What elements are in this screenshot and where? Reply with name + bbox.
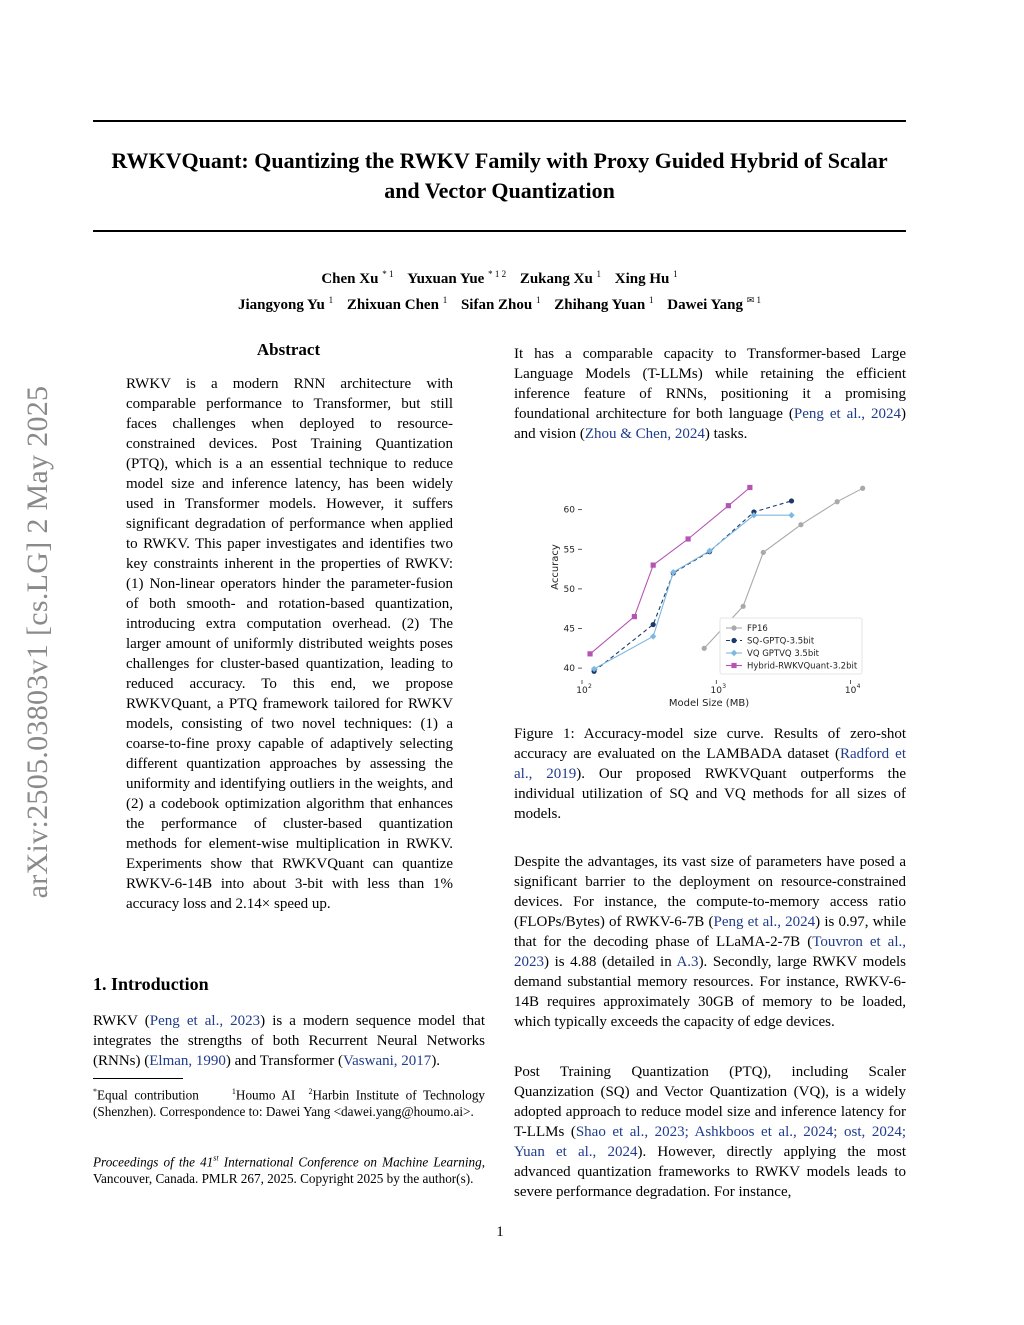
citation-link[interactable]: Elman, 1990 bbox=[149, 1053, 226, 1069]
data-point-marker bbox=[670, 569, 676, 575]
author: Xing Hu $^1$ bbox=[614, 269, 678, 287]
citation-link[interactable]: Peng et al., 2024 bbox=[713, 914, 816, 930]
intro-paragraph: RWKV (Peng et al., 2023) is a modern sequence model that integrates the strengths of both Recurrent Neural Networks (RNNs) (Elman, 1990) and Transformer (Vaswani, 2017). bbox=[93, 1013, 485, 1069]
x-tick-label: 10 bbox=[710, 686, 723, 696]
chart-canvas bbox=[548, 468, 868, 710]
data-point-marker bbox=[741, 604, 746, 609]
x-tick-label: 10 bbox=[844, 686, 857, 696]
author-list bbox=[93, 264, 906, 316]
data-point-marker bbox=[651, 563, 656, 568]
footnote: *Equal contribution $^1$Houmo AI $^2$Harbin Institute of Technology (Shenzhen). Correspondence to: Dawei Yang <dawei.yang@houmo.ai>. bbox=[93, 1087, 486, 1120]
x-tick-label: 10 bbox=[576, 686, 588, 696]
citation-link[interactable]: Vaswani, 2017 bbox=[342, 1053, 432, 1069]
legend-entry: VQ GPTVQ 3.5bit bbox=[747, 649, 819, 659]
chart-legend bbox=[720, 618, 862, 674]
data-point-marker bbox=[860, 486, 865, 491]
legend-entry: SQ-GPTQ-3.5bit bbox=[747, 636, 815, 647]
legend-entry: Hybrid-RWKVQuant-3.2bit bbox=[747, 661, 858, 672]
proceedings-note: Proceedings of the 41st International Conference on Machine Learning, Vancouver, Canada. PMLR 267, 2025. Copyright 2025 by the author(s). bbox=[93, 1154, 485, 1187]
arxiv-identifier bbox=[18, 354, 58, 930]
footnote-rule bbox=[93, 1078, 183, 1079]
data-point-marker bbox=[747, 485, 752, 490]
author: Zukang Xu $^1$ bbox=[519, 269, 602, 287]
citation-link[interactable]: Zhou & Chen, 2024 bbox=[584, 426, 705, 442]
figure-caption: Figure 1: Accuracy-model size curve. Results of zero-shot accuracy are evaluated on the LAMBADA dataset (Radford et al., 2019). Our proposed RWKVQuant outperforms the individual utilization of SQ and VQ methods for all sizes of models. bbox=[514, 726, 906, 822]
y-tick-label: 55 bbox=[563, 545, 575, 556]
data-point-marker bbox=[726, 503, 731, 508]
legend-entry: FP16 bbox=[747, 624, 768, 634]
paragraph: Despite the advantages, its vast size of parameters have posed a significant barrier to the deployment on resource-constrained devices. For instance, the compute-to-memory access ratio (FLOPs/Bytes) of RWKV-6-7B (Peng et al., 2024) is 0.97, while that for the decoding phase of LLaMA-2-7B (Touvron et al., 2023) is 4.88 (detailed in A.3). Secondly, large RWKV models demand substantial memory resources. For instance, RWKV-6-14B requires approximately 30GB of memory to be loaded, which typically exceeds the capacity of edge devices. bbox=[514, 854, 907, 1030]
y-axis-label: Accuracy bbox=[550, 544, 561, 590]
author: Yuxuan Yue $^{* 1 2}$ bbox=[407, 269, 507, 287]
citation-link[interactable]: Peng et al., 2023 bbox=[149, 1013, 261, 1029]
data-point-marker bbox=[685, 536, 690, 541]
data-point-marker bbox=[731, 638, 736, 643]
page-number: 1 bbox=[496, 1224, 504, 1240]
author: Zhihang Yuan $^1$ bbox=[554, 295, 654, 313]
section-heading-introduction: 1. Introduction bbox=[93, 974, 209, 994]
abstract-text: RWKV is a modern RNN architecture with comparable performance to Transformer, but still faces challenges when deployed to resource-constrained devices. Post Training Quantization (PTQ), which is a an essential technique to reduce model size and inference latency, has been widely used in Transformer models. However, it suffers significant degradation of performance when applied to RWKV. This paper investigates and identifies two key constraints inherent in the properties of RWKV: (1) Non-linear operators hinder the parameter-fusion of both smooth- and rotation-based quantization, introducing extra computation overhead. (2) The larger amount of uniformly distributed weights poses challenges for cluster-based quantization, leading to reduced accuracy. To this end, we propose RWKVQuant, a PTQ framework tailored for RWKV models, consisting of two novel techniques: (1) a coarse-to-fine proxy capable of adaptively selecting different quantization approaches by assessing the uniformity and identifying outliers in the weights, and (2) a codebook optimization algorithm that enhances the performance of cluster-based quantization methods for element-wise multiplication in RWKV. Experiments show that RWKVQuant can quantize RWKV-6-14B into about 3-bit with less than 1% accuracy loss and 2.14× speed up. bbox=[126, 376, 453, 912]
accuracy-size-chart bbox=[548, 468, 868, 710]
abstract-heading: Abstract bbox=[256, 340, 321, 359]
data-point-marker bbox=[788, 512, 794, 518]
author: Dawei Yang $^{✉ 1}$ bbox=[667, 295, 762, 313]
x-tick-exponent: 4 bbox=[856, 683, 861, 690]
x-axis-label: Model Size (MB) bbox=[668, 698, 750, 709]
x-tick-exponent: 2 bbox=[588, 683, 592, 690]
data-point-marker bbox=[632, 614, 637, 619]
data-point-marker bbox=[587, 651, 592, 656]
citation-link[interactable]: Touvron et al., 2023 bbox=[514, 934, 906, 970]
title-rule-top bbox=[93, 120, 906, 122]
citation-link[interactable]: Peng et al., 2024 bbox=[793, 406, 901, 422]
author: Chen Xu $^{* 1}$ bbox=[321, 269, 394, 287]
paper-title: RWKVQuant: Quantizing the RWKV Family with Proxy Guided Hybrid of Scalar and Vector Quantization bbox=[111, 148, 888, 203]
paragraph: It has a comparable capacity to Transformer-based Large Language Models (T-LLMs) while retaining the efficient inference feature of RNNs, positioning it a promising foundational architecture for both language (Peng et al., 2024) and vision (Zhou & Chen, 2024) tasks. bbox=[514, 346, 906, 442]
arxiv-identifier-text: arXiv:2505.03803v1 [cs.LG] 2 May 2025 bbox=[21, 385, 54, 899]
author: Jiangyong Yu $^1$ bbox=[237, 295, 334, 313]
author: Sifan Zhou $^1$ bbox=[460, 295, 541, 313]
data-point-marker bbox=[731, 625, 736, 630]
y-tick-label: 40 bbox=[563, 664, 575, 675]
data-point-marker bbox=[835, 499, 840, 504]
data-point-marker bbox=[798, 522, 803, 527]
data-point-marker bbox=[651, 622, 656, 627]
paragraph: Post Training Quantization (PTQ), including Scaler Quanzization (SQ) and Vector Quantization (VQ), is a widely adopted approach to reduce model size and inference latency for T-LLMs (Shao et al., 2023; Ashkboos et al., 2024; ost, 2024; Yuan et al., 2024). However, directly applying the most advanced quantization frameworks to RWKV models leads to severe performance degradation. For instance, bbox=[514, 1064, 906, 1200]
x-tick-exponent: 3 bbox=[722, 683, 727, 690]
data-point-marker bbox=[789, 498, 794, 503]
data-point-marker bbox=[731, 663, 736, 668]
data-point-marker bbox=[761, 550, 766, 555]
title-rule-bottom bbox=[93, 230, 906, 232]
citation-link[interactable]: Radford et al., 2019 bbox=[514, 746, 906, 782]
data-point-marker bbox=[650, 633, 656, 639]
citation-link[interactable]: Shao et al., 2023; Ashkboos et al., 2024; ost, 2024; Yuan et al., 2024 bbox=[514, 1124, 906, 1160]
appendix-link[interactable]: A.3 bbox=[676, 954, 699, 970]
author: Zhixuan Chen $^1$ bbox=[346, 295, 448, 313]
y-tick-label: 60 bbox=[563, 505, 575, 516]
y-tick-label: 50 bbox=[563, 584, 575, 595]
data-point-marker bbox=[702, 646, 707, 651]
y-tick-label: 45 bbox=[563, 624, 575, 635]
